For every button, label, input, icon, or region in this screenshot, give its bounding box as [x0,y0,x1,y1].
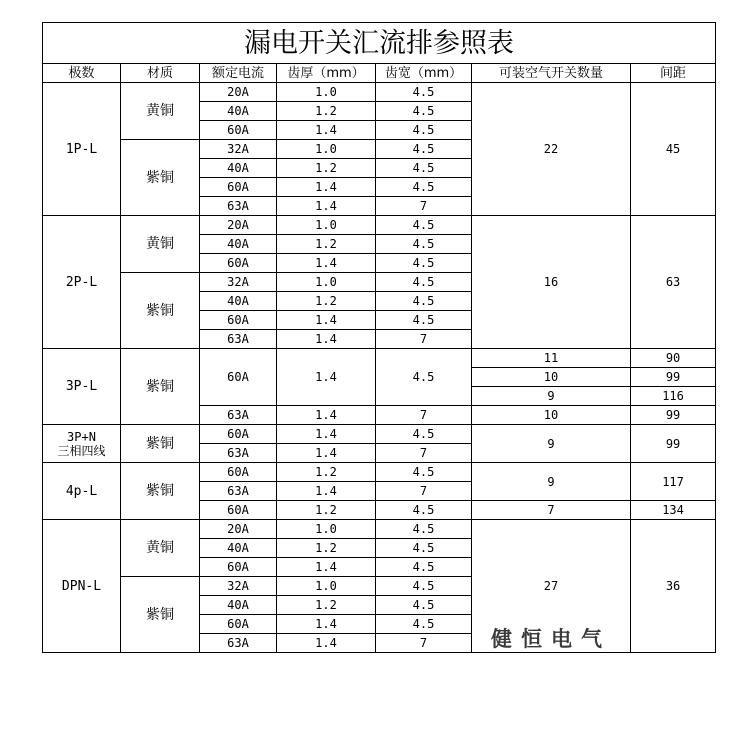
width-cell: 4.5 [376,349,472,406]
thickness-cell: 1.2 [277,539,376,558]
material-cell: 黄铜 [121,216,200,273]
current-cell: 20A [200,216,277,235]
current-cell: 63A [200,330,277,349]
pitch-cell: 99 [631,368,716,387]
width-cell: 4.5 [376,235,472,254]
current-cell: 63A [200,634,277,653]
thickness-cell: 1.4 [277,482,376,501]
pitch-cell: 116 [631,387,716,406]
pitch-cell: 99 [631,406,716,425]
thickness-cell: 1.4 [277,178,376,197]
current-cell: 60A [200,254,277,273]
header-current: 额定电流 [200,64,277,83]
thickness-cell: 1.0 [277,520,376,539]
thickness-cell: 1.4 [277,121,376,140]
current-cell: 60A [200,558,277,577]
table-row [43,520,716,539]
width-cell: 4.5 [376,159,472,178]
count-cell: 9 [472,463,631,501]
width-cell: 4.5 [376,292,472,311]
current-cell: 20A [200,520,277,539]
thickness-cell: 1.4 [277,634,376,653]
current-cell: 40A [200,596,277,615]
pole-cell: 3P-L [43,349,121,425]
header-width: 齿宽（mm） [376,64,472,83]
pitch-cell: 99 [631,425,716,463]
thickness-cell: 1.4 [277,615,376,634]
material-cell: 紫铜 [121,140,200,216]
thickness-cell: 1.2 [277,235,376,254]
width-cell: 4.5 [376,83,472,102]
table-row [43,83,716,102]
material-cell: 紫铜 [121,463,200,520]
thickness-cell: 1.2 [277,463,376,482]
pole-cell: 2P-L [43,216,121,349]
watermark: 健恒电气 [491,627,611,651]
current-cell: 40A [200,235,277,254]
pole-cell [43,425,121,463]
thickness-cell: 1.4 [277,197,376,216]
width-cell: 4.5 [376,178,472,197]
current-cell: 63A [200,444,277,463]
thickness-cell: 1.0 [277,216,376,235]
header-pitch: 间距 [631,64,716,83]
header-count: 可装空气开关数量 [472,64,631,83]
width-cell: 4.5 [376,577,472,596]
width-cell: 7 [376,197,472,216]
table-row [43,463,716,482]
table-title: 漏电开关汇流排参照表 [43,23,716,64]
pitch-cell: 90 [631,349,716,368]
width-cell: 7 [376,406,472,425]
current-cell: 60A [200,463,277,482]
width-cell: 4.5 [376,596,472,615]
thickness-cell: 1.2 [277,501,376,520]
current-cell: 63A [200,197,277,216]
thickness-cell: 1.4 [277,444,376,463]
thickness-cell: 1.0 [277,83,376,102]
width-cell: 7 [376,482,472,501]
current-cell: 40A [200,292,277,311]
current-cell: 60A [200,311,277,330]
thickness-cell: 1.4 [277,330,376,349]
thickness-cell: 1.4 [277,425,376,444]
current-cell: 40A [200,159,277,178]
material-cell: 黄铜 [121,520,200,577]
width-cell: 4.5 [376,273,472,292]
pitch-cell: 36 [631,520,716,653]
material-cell: 紫铜 [121,349,200,425]
width-cell: 4.5 [376,140,472,159]
pole-cell: DPN-L [43,520,121,653]
width-cell: 4.5 [376,539,472,558]
count-cell: 7 [472,501,631,520]
thickness-cell: 1.4 [277,311,376,330]
count-cell: 16 [472,216,631,349]
current-cell: 60A [200,349,277,406]
material-cell: 紫铜 [121,273,200,349]
count-cell: 9 [472,425,631,463]
width-cell: 4.5 [376,102,472,121]
width-cell: 4.5 [376,121,472,140]
thickness-cell: 1.2 [277,292,376,311]
thickness-cell: 1.4 [277,254,376,273]
thickness-cell: 1.0 [277,577,376,596]
width-cell: 7 [376,634,472,653]
pitch-cell: 117 [631,463,716,501]
current-cell: 32A [200,140,277,159]
count-value: 27 [543,579,559,593]
current-cell: 32A [200,273,277,292]
thickness-cell: 1.0 [277,140,376,159]
current-cell: 63A [200,406,277,425]
reference-table-sheet [42,22,715,653]
width-cell: 7 [376,444,472,463]
header-poles: 极数 [43,64,121,83]
count-cell: 10 [472,368,631,387]
pole-cell: 1P-L [43,83,121,216]
current-cell: 40A [200,102,277,121]
count-cell: 22 [472,83,631,216]
thickness-cell: 1.4 [277,406,376,425]
width-cell: 4.5 [376,311,472,330]
current-cell: 60A [200,425,277,444]
width-cell: 4.5 [376,216,472,235]
count-cell: 11 [472,349,631,368]
current-cell: 60A [200,121,277,140]
pole-line-2: 三相四线 [57,443,106,458]
width-cell: 4.5 [376,425,472,444]
width-cell: 4.5 [376,558,472,577]
width-cell: 4.5 [376,615,472,634]
current-cell: 20A [200,83,277,102]
header-material: 材质 [121,64,200,83]
width-cell: 4.5 [376,501,472,520]
busbar-reference-table [42,22,716,653]
thickness-cell: 1.4 [277,349,376,406]
count-cell: 10 [472,406,631,425]
pole-line-1: 3P+N [67,429,96,444]
count-cell [472,520,631,653]
current-cell: 32A [200,577,277,596]
width-cell: 4.5 [376,254,472,273]
thickness-cell: 1.4 [277,558,376,577]
pitch-cell: 45 [631,83,716,216]
header-thickness: 齿厚（mm） [277,64,376,83]
current-cell: 63A [200,482,277,501]
table-row [43,216,716,235]
current-cell: 60A [200,178,277,197]
pole-cell: 4p-L [43,463,121,520]
width-cell: 7 [376,330,472,349]
thickness-cell: 1.2 [277,159,376,178]
table-row [43,425,716,444]
current-cell: 60A [200,501,277,520]
pitch-cell: 63 [631,216,716,349]
width-cell: 4.5 [376,520,472,539]
thickness-cell: 1.2 [277,596,376,615]
thickness-cell: 1.0 [277,273,376,292]
material-cell: 紫铜 [121,425,200,463]
table-row [43,349,716,368]
material-cell: 紫铜 [121,577,200,653]
current-cell: 60A [200,615,277,634]
pitch-cell: 134 [631,501,716,520]
material-cell: 黄铜 [121,83,200,140]
count-cell: 9 [472,387,631,406]
thickness-cell: 1.2 [277,102,376,121]
width-cell: 4.5 [376,463,472,482]
current-cell: 40A [200,539,277,558]
